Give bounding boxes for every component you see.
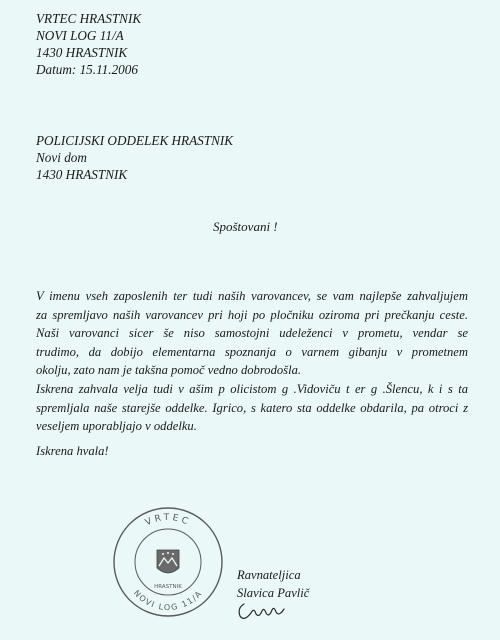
sender-street: NOVI LOG 11/A [36,28,124,43]
body-line: okolju, zato nam je takšna pomoč vedno dobrodošla. [36,363,302,378]
body-line: veseljem uporabljajo v oddelku. [36,419,197,434]
body-line: za spremljavo naših varovancev pri hoji po pločniku oziroma pri prečkanju ceste. [36,307,468,322]
recipient-city: 1430 HRASTNIK [36,167,128,182]
body-line: Naši varovanci sicer še niso samostojni udeleženci v prometu, vendar se [36,326,468,341]
recipient-name: POLICIJSKI ODDELEK HRASTNIK [36,133,234,148]
body-line: spremljala naše starejše oddelke. Igrico, s katero sta oddelke obdarila, pa otroci z [36,400,468,415]
signatory-name: Slavica Pavlič [237,586,310,600]
body-line: V imenu vseh zaposlenih ter tudi naših varovancev, se vam najlepše zahvaljujem [36,289,468,303]
svg-text:NOVI LOG 11/A [132,588,204,612]
official-stamp [112,506,224,618]
closing-phrase: Iskrena hvala! [36,444,109,458]
letter-date: Datum: 15.11.2006 [36,62,138,77]
handwritten-signature [236,598,288,624]
sender-name: VRTEC HRASTNIK [36,11,142,26]
svg-text:VRTEC [144,513,192,528]
recipient-street: Novi dom [36,150,87,165]
sender-city: 1430 HRASTNIK [36,45,128,60]
signature-block [237,566,309,602]
body-line: Iskrena zahvala velja tudi v ašim p olicistom g .Vidoviču t er g .Šlencu, k i s ta [36,381,468,396]
stamp-text-top: VRTEC [143,512,193,529]
letter-body [36,287,468,436]
coat-of-arms-icon [157,550,179,573]
stamp-text-center: HRASTNIK [154,584,182,590]
signatory-title: Ravnateljica [237,568,301,582]
salutation: Spoštovani ! [213,219,278,234]
body-line: trudimo, da dobijo elementarna spoznanja o varnem gibanju v prometnem [36,344,468,359]
stamp-text-bottom: NOVI LOG 11/A [131,588,205,613]
recipient-address [36,132,233,183]
sender-address [36,10,141,78]
